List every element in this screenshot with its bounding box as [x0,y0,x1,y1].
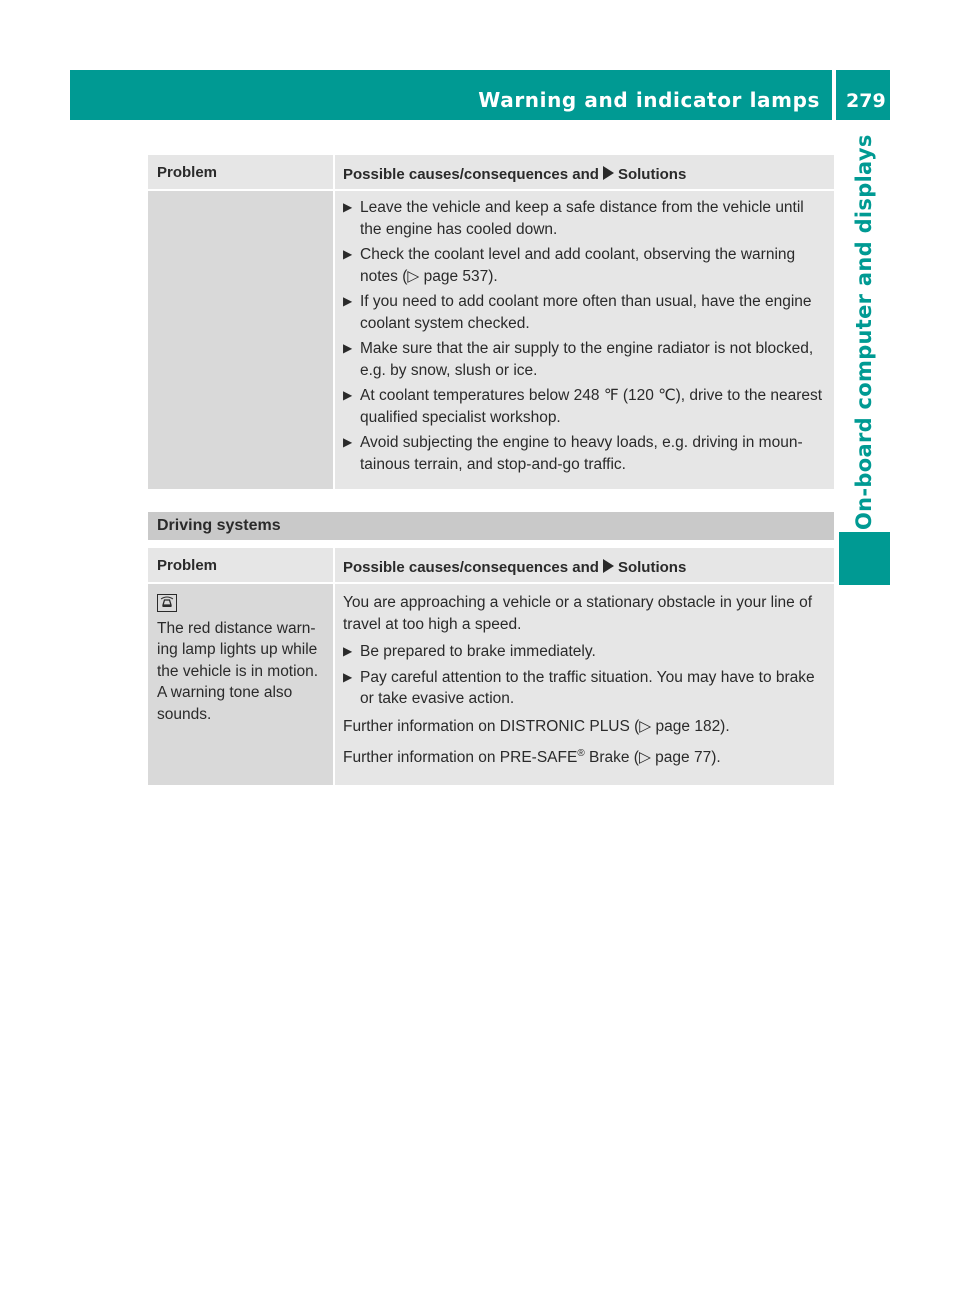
step-arrow-icon: ▶ [343,341,353,355]
causes-cell [335,191,834,489]
solution-arrow-icon [603,559,614,573]
step-arrow-icon: ▶ [343,435,353,449]
section-title: Driving systems [148,512,834,540]
list-item-text: Pay careful attention to the traffic situation. You may have to brake or take evasive action. [360,668,815,707]
side-chapter-label: On-board computer and displays [852,134,876,530]
step-arrow-icon: ▶ [343,294,353,308]
step-arrow-icon: ▶ [343,644,353,658]
registered-mark: ® [577,748,585,759]
problem-text: The red distance warning lamp lights up while the vehicle is in motion. A warning tone also sounds. [157,619,319,723]
list-item [343,432,828,475]
table-coolant [148,155,834,489]
col-header-causes-suffix: Solutions [617,559,687,576]
bullet-list [343,641,828,710]
list-item-text: At coolant temperatures below 248 ℉ (120 ℃), drive to the nearest qualified specialist workshop. [360,387,823,426]
table-row [148,191,834,489]
intro-text: You are approaching a vehicle or a stationary obstacle in your line of travel at too high a speed. [343,594,813,633]
info-presafe [343,743,828,769]
side-chapter-tab [839,532,890,585]
step-arrow-icon: ▶ [343,247,353,261]
list-item-text: If you need to add coolant more often than usual, have the engine coolant system checked. [360,293,812,332]
col-header-causes [335,155,834,189]
step-arrow-icon: ▶ [343,388,353,402]
col-header-causes-prefix: Possible causes/consequences and [343,559,599,576]
list-item-text: Check the coolant level and add coolant, observing the warning notes (▷ page 537). [360,246,796,285]
col-header-problem: Problem [148,155,335,189]
list-item [343,385,828,428]
problem-cell [148,584,335,785]
page-number: 279 [846,90,886,112]
list-item-text: Make sure that the air supply to the engine radiator is not blocked, e.g. by snow, slush or ice. [360,340,814,379]
list-item [343,197,828,240]
problem-cell-empty [148,191,335,489]
causes-cell [335,584,834,785]
info-presafe-suffix: Brake (▷ page 77). [584,749,721,767]
step-arrow-icon: ▶ [343,200,353,214]
table-header-row [148,155,834,189]
header-bar [70,70,832,120]
list-item-text: Avoid subjecting the engine to heavy loads, e.g. driving in mountainous terrain, and stop-and-go traffic. [360,434,803,473]
distance-warning-lamp-icon [157,594,177,612]
list-item-text: Be prepared to brake immediately. [360,643,596,660]
step-arrow-icon: ▶ [343,669,353,684]
list-item [343,244,828,287]
list-item-text: Leave the vehicle and keep a safe distance from the vehicle until the engine has cooled down. [360,199,804,238]
header-title: Warning and indicator lamps [478,88,820,112]
table-header-row [148,548,834,582]
col-header-causes [335,548,834,582]
info-presafe-prefix: Further information on PRE-SAFE [343,749,578,767]
list-item [343,338,828,381]
solution-arrow-icon [603,166,614,180]
list-item [343,667,828,710]
table-distance-warning [148,548,834,785]
list-item [343,291,828,334]
col-header-causes-suffix: Solutions [617,166,687,183]
list-item [343,641,828,663]
col-header-problem: Problem [148,548,335,582]
page-number-box [836,70,890,120]
info-distronic: Further information on DISTRONIC PLUS (▷ page 182). [343,717,730,735]
col-header-causes-prefix: Possible causes/consequences and [343,166,599,183]
table-row [148,584,834,785]
